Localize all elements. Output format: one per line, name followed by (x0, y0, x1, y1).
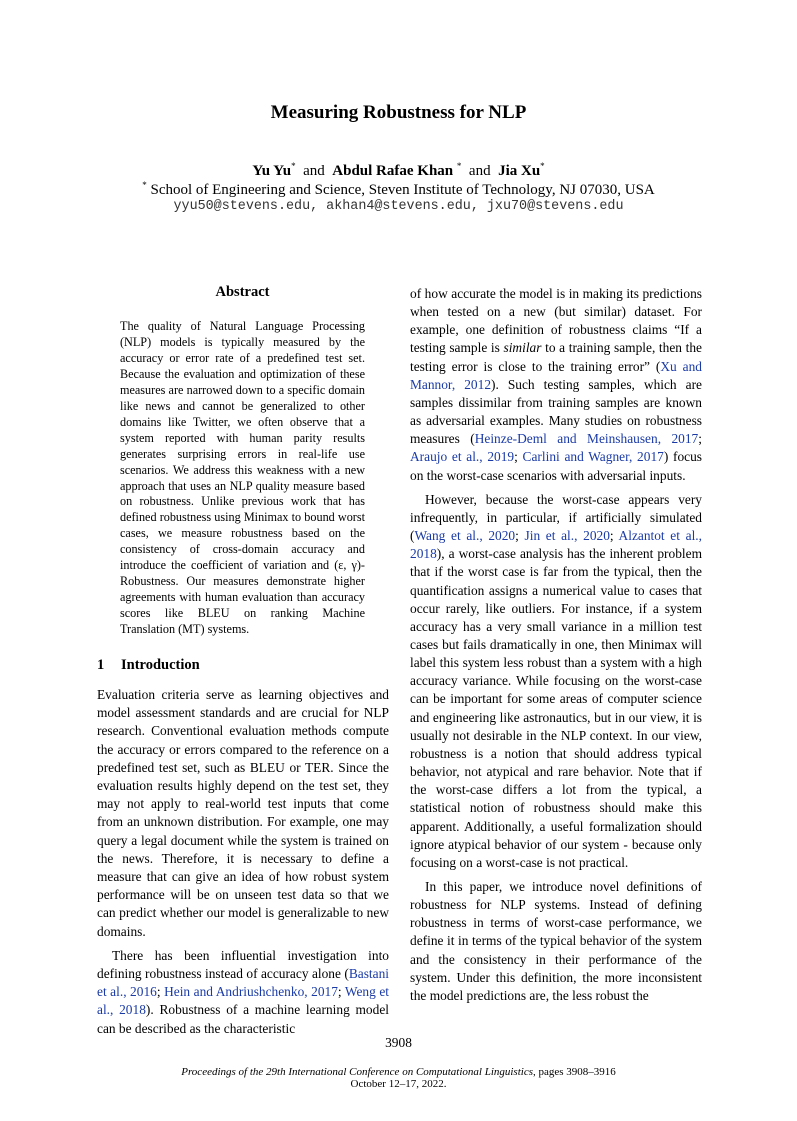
citation-link[interactable]: Weng et al., 2018 (97, 984, 390, 1018)
text-run: ; (514, 449, 523, 465)
citation-link[interactable]: Alzantot et al., 2018 (410, 528, 702, 562)
abstract-text: The quality of Natural Language Processing (NLP) models is typically measured by the accuracy or error rate of a predefined test set. Because the evaluation and optimization of these measures are narrowed down to a specific domain like news and cannot be generalized to other domains like Twitter, we often observe that a system reported with human parity results generates surprising errors in real-life use scenarios. We address this weakness with a new approach that uses an NLP quality measure based on robustness. Unlike previous work that has defined robustness using Minimax to bound worst cases, we measure robustness based on the consistency of cross-domain accuracy and introduce the coefficient of variation and (ε, γ)-Robustness. Our measures demonstrate higher agreements with human evaluation than accuracy scores like BLEU on ranking Machine Translation (MT) systems. (120, 319, 365, 637)
citation-link[interactable]: Carlini and Wagner, 2017 (522, 449, 664, 465)
text-run: to a training sample, then the testing error is close to the training error” ( (410, 340, 702, 374)
author-name: Jia Xu (498, 163, 541, 179)
text-run: ; (698, 431, 702, 447)
author-list (0, 161, 797, 180)
paragraph (410, 491, 702, 872)
text-run: ). Robustness of a machine learning model can be described as the characteristic (97, 1002, 389, 1036)
author-name: Abdul Rafae Khan (332, 163, 454, 179)
paper-title: Measuring Robustness for NLP (270, 102, 527, 123)
page-number: 3908 (385, 1035, 412, 1050)
paragraph (410, 285, 702, 485)
text-run: ) focus on the worst-case scenarios with adversarial inputs. (410, 449, 703, 483)
citation-link[interactable]: Xu and Mannor, 2012 (410, 358, 702, 392)
text-run: ; (515, 528, 525, 544)
author-name: Yu Yu (252, 163, 292, 179)
citation-link[interactable]: Hein and Andriushchenko, 2017 (164, 984, 338, 1000)
text-run: ; (156, 984, 165, 1000)
paragraph (97, 947, 389, 1038)
section-heading-introduction (97, 657, 389, 674)
venue-name: Proceedings of the 29th International Conference on Computational Linguistics (181, 1066, 533, 1078)
footer-line (0, 1067, 797, 1079)
right-column-body (410, 285, 702, 1005)
author-conjunction: and (303, 163, 325, 179)
text-run: of how accurate the model is in making its predictions when tested on a new (but similar) dataset. For example, one definition of robustness claims “If a testing sample is (410, 286, 702, 356)
section-number: 1 (97, 657, 105, 673)
author-emails: yyu50@stevens.edu, akhan4@stevens.edu, jxu70@stevens.edu (173, 199, 624, 214)
author-conjunction: and (468, 163, 491, 179)
affiliation-mark: * (456, 161, 462, 171)
paragraph: In this paper, we introduce novel definitions of robustness for NLP systems. Instead of defining robustness in terms of worst-case performance, we define it in terms of the typical behavior of the system and the consistency in their performance of the system. Under this definition, the more inconsistent the model predictions are, the less robust the (410, 879, 702, 1003)
citation-link[interactable]: Heinze-Deml and Meinshausen, 2017 (474, 431, 699, 447)
affiliation-text: School of Engineering and Science, Steven Institute of Technology, NJ 07030, USA (150, 182, 655, 198)
abstract-heading: Abstract (215, 284, 270, 300)
citation-link[interactable]: Araujo et al., 2019 (410, 449, 515, 465)
citation-link[interactable]: Bastani et al., 2016 (97, 966, 389, 1000)
paragraph: Evaluation criteria serve as learning objectives and model assessment standards and are crucial for NLP research. Conventional evaluation methods compute the accuracy or errors compared to the reference on a predefined test set, such as BLEU or TER. Since the evaluation results highly depend on the test set, they may not apply to real-world test inputs that come from an unknown distribution. For example, one may query a legal document while the system is trained on the news. Therefore, it is necessary to define a measure that can give an idea of how robust system performance will be on unseen test data so that we can predict whether our model is generalizable to new domains. (97, 687, 389, 939)
text-run: There has been influential investigation into defining robustness instead of accuracy alone ( (97, 947, 389, 982)
affiliation (0, 180, 797, 199)
left-column-body (97, 686, 389, 1038)
conference-date: October 12–17, 2022. (350, 1077, 447, 1090)
page-range: , pages 3908–3916 (532, 1066, 616, 1078)
affiliation-mark: * (142, 180, 147, 190)
text-run: ). Such testing samples, which are samples dissimilar from training samples are known as adversarial examples. Many studies on robustness measures ( (410, 376, 702, 447)
citation-link[interactable]: Wang et al., 2020 (414, 528, 516, 544)
affiliation-mark: * (540, 161, 545, 171)
affiliation-mark: * (291, 161, 296, 171)
citation-link[interactable]: Jin et al., 2020 (524, 528, 610, 544)
section-title: Introduction (121, 657, 200, 673)
proceedings-footer (0, 1067, 797, 1090)
emphasis: similar (503, 340, 542, 356)
text-run: ; (337, 984, 345, 1000)
text-run: ; (609, 528, 619, 544)
text-run: ), a worst-case analysis has the inherent problem that if the worst case is far from the typical, then the quantification assigns a numerical value to cases that occur rarely, like outliers. For instance, if a system accuracy has a very small variance in a million test cases but fails dramatically in one, then Minimax will label this system less robust than a system with a high accuracy variance. While focusing on the worst-case can be important for some areas of computer science and engineering like astronautics, but in our view, it is usually not desirable in the NLP context. In our view, robustness is a notion that should address typical behavior, not atypical and rare behavior. Note that if the worst-case differs a lot from the typical, a statistical notion of robustness should make this apparent. Additionally, a useful formalization should ignore atypical behavior of our system - because only focusing on a worst-case is not practical. (410, 546, 702, 870)
text-run: However, because the worst-case appears very infrequently, in particular, if artificially simulated ( (410, 491, 702, 544)
